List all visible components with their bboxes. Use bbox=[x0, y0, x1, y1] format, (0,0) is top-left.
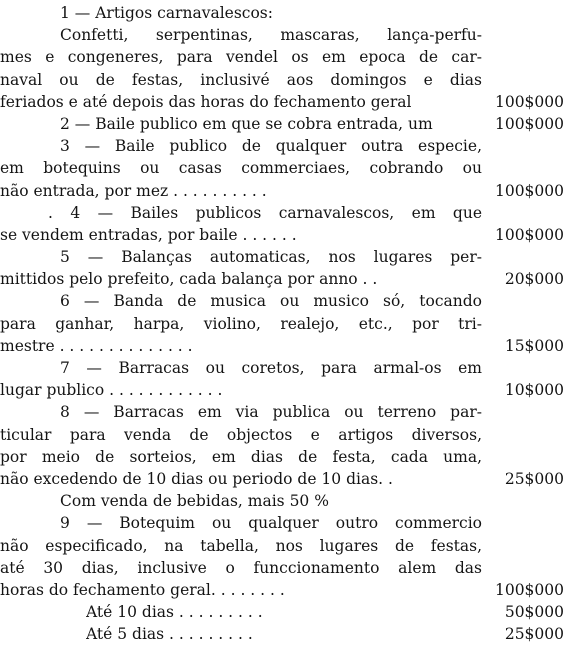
amount-value: 100$000 bbox=[494, 92, 564, 111]
text-line bbox=[0, 601, 570, 623]
text-line bbox=[0, 313, 570, 335]
line-text: Até 10 dias . . . . . . . . . bbox=[86, 603, 263, 622]
line-text: 6 — Banda de musica ou musico só, tocando bbox=[60, 292, 482, 311]
line-text: Com venda de bebidas, mais 50 % bbox=[60, 492, 329, 511]
line-text: 9 — Botequim ou qualquer outro commercio bbox=[60, 514, 482, 533]
amount-value: 100$000 bbox=[494, 225, 564, 244]
text-line bbox=[0, 246, 570, 268]
text-line bbox=[0, 202, 570, 224]
line-text: lugar publico . . . . . . . . . . . . bbox=[0, 381, 223, 400]
line-text: mestre . . . . . . . . . . . . . . bbox=[0, 336, 193, 355]
text-line bbox=[0, 357, 570, 379]
text-line bbox=[0, 446, 570, 468]
text-line bbox=[0, 113, 570, 135]
text-line bbox=[0, 157, 570, 179]
line-text: para ganhar, harpa, violino, realejo, etc., por tri- bbox=[0, 314, 482, 333]
text-line bbox=[0, 424, 570, 446]
line-text: 1 — Artigos carnavalescos: bbox=[60, 4, 273, 22]
line-text: mittidos pelo prefeito, cada balança por anno . . bbox=[0, 270, 378, 289]
line-text: não excedendo de 10 dias ou periodo de 10 dias. . bbox=[0, 469, 393, 488]
text-line bbox=[0, 490, 570, 512]
text-line bbox=[0, 623, 570, 645]
text-line bbox=[0, 468, 570, 490]
line-text: . 4 — Bailes publicos carnavalescos, em que bbox=[48, 203, 482, 222]
text-line bbox=[0, 290, 570, 312]
amount-value: 25$000 bbox=[504, 625, 564, 644]
amount-value: 100$000 bbox=[494, 114, 564, 133]
text-line bbox=[0, 24, 570, 46]
text-line bbox=[0, 557, 570, 579]
amount-value: 10$000 bbox=[504, 381, 564, 400]
text-line bbox=[0, 335, 570, 357]
amount-value: 15$000 bbox=[504, 336, 564, 355]
line-text: feriados e até depois das horas do fechamento geral bbox=[0, 92, 412, 111]
text-line bbox=[0, 69, 570, 91]
line-text: 5 — Balanças automaticas, nos lugares per- bbox=[60, 248, 482, 267]
line-text: 8 — Barracas em via publica ou terreno par- bbox=[60, 403, 482, 422]
line-text: ticular para venda de objectos e artigos diversos, bbox=[0, 425, 482, 444]
line-text: 3 — Baile publico de qualquer outra especie, bbox=[60, 137, 482, 156]
text-line bbox=[0, 180, 570, 202]
line-text: por meio de sorteios, em dias de festa, cada uma, bbox=[0, 447, 482, 466]
amount-value: 20$000 bbox=[504, 270, 564, 289]
line-text: Até 5 dias . . . . . . . . . bbox=[86, 625, 253, 644]
line-text: não entrada, por mez . . . . . . . . . . bbox=[0, 181, 267, 200]
amount-value: 100$000 bbox=[494, 580, 564, 599]
text-line bbox=[0, 401, 570, 423]
text-line bbox=[0, 579, 570, 601]
amount-value: 25$000 bbox=[504, 469, 564, 488]
amount-value: 50$000 bbox=[504, 603, 564, 622]
text-line bbox=[0, 135, 570, 157]
line-text: mes e congeneres, para vendel os em epoca de car- bbox=[0, 48, 482, 67]
text-line bbox=[0, 512, 570, 534]
line-text: naval ou de festas, inclusivé aos domingos e dias bbox=[0, 70, 482, 89]
text-line bbox=[0, 46, 570, 68]
line-text: 2 — Baile publico em que se cobra entrada, um bbox=[60, 114, 433, 133]
line-text: horas do fechamento geral. . . . . . . . bbox=[0, 580, 285, 599]
line-text: em botequins ou casas commerciaes, cobrando ou bbox=[0, 159, 482, 178]
text-line bbox=[0, 2, 570, 24]
line-text: não especificado, na tabella, nos lugares de festas, bbox=[0, 536, 482, 555]
line-text: se vendem entradas, por baile . . . . . . bbox=[0, 225, 297, 244]
line-text: até 30 dias, inclusive o funccionamento alem das bbox=[0, 558, 482, 577]
amount-value: 100$000 bbox=[494, 181, 564, 200]
text-line bbox=[0, 535, 570, 557]
line-text: 7 — Barracas ou coretos, para armal-os em bbox=[60, 359, 482, 377]
line-text: Confetti, serpentinas, mascaras, lança-perfu- bbox=[60, 26, 482, 45]
text-line bbox=[0, 224, 570, 246]
text-line bbox=[0, 268, 570, 290]
text-line bbox=[0, 91, 570, 113]
text-line bbox=[0, 379, 570, 401]
